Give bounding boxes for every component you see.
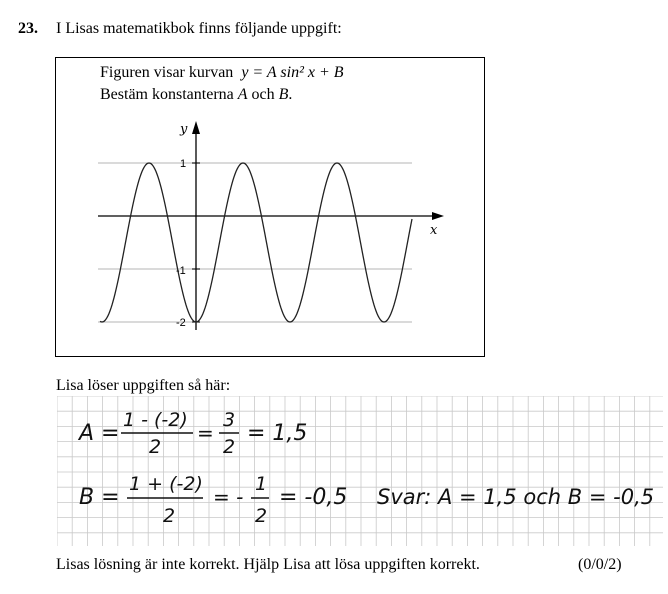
solution-b-fraction-numerator: 1 <box>255 473 268 495</box>
y-tick-label-minus-2: -2 <box>176 317 186 329</box>
solution-a-result: = 1,5 <box>247 421 308 446</box>
period: . <box>288 86 293 103</box>
constant-b: B <box>278 86 289 103</box>
question-number: 23. <box>18 20 38 37</box>
curve-line <box>100 163 412 322</box>
task-text: Lisas lösning är inte korrekt. Hjälp Lisa att lösa uppgiften korrekt. <box>56 556 480 573</box>
figure-box <box>55 57 485 357</box>
figure-line-2-text: Bestäm konstanterna <box>100 86 234 103</box>
y-axis-label: y <box>180 122 188 137</box>
function-graph <box>56 58 486 358</box>
solution-b-result: = -0,5 <box>279 485 348 510</box>
solution-a-fraction-denominator: 2 <box>223 436 236 458</box>
x-axis-arrow <box>432 212 444 220</box>
och-word: och <box>251 86 275 103</box>
y-tick-label-1: 1 <box>180 158 187 170</box>
solution-b-numerator: 1 + (-2) <box>129 473 203 495</box>
solution-a-numerator: 1 - (-2) <box>123 409 188 431</box>
constant-a: A <box>237 86 248 103</box>
solution-b-denominator: 2 <box>163 505 176 527</box>
solution-a-equals-1: = <box>197 421 214 445</box>
figure-formula: y = A sin² x + B <box>241 64 344 81</box>
question-intro: I Lisas matematikbok finns följande uppgift: <box>56 20 342 37</box>
solution-b-lhs: B = <box>79 485 120 510</box>
y-axis-arrow <box>192 121 200 134</box>
solution-a-denominator: 2 <box>149 436 162 458</box>
solution-answer: Svar: A = 1,5 och B = -0,5 <box>377 485 655 509</box>
solution-a-lhs: A = <box>79 421 120 446</box>
solution-b-fraction-denominator: 2 <box>255 505 268 527</box>
figure-line-1-text: Figuren visar kurvan <box>100 64 234 81</box>
x-axis-label: x <box>430 223 438 238</box>
handwritten-solution <box>57 396 663 546</box>
graph-axes <box>98 121 444 330</box>
solution-a-fraction-numerator: 3 <box>223 409 236 431</box>
solution-b-equals-1: = - <box>213 485 244 509</box>
lisa-intro: Lisa löser uppgiften så här: <box>56 377 231 394</box>
points: (0/0/2) <box>578 556 622 573</box>
y-tick-label-minus-1: -1 <box>176 265 186 277</box>
